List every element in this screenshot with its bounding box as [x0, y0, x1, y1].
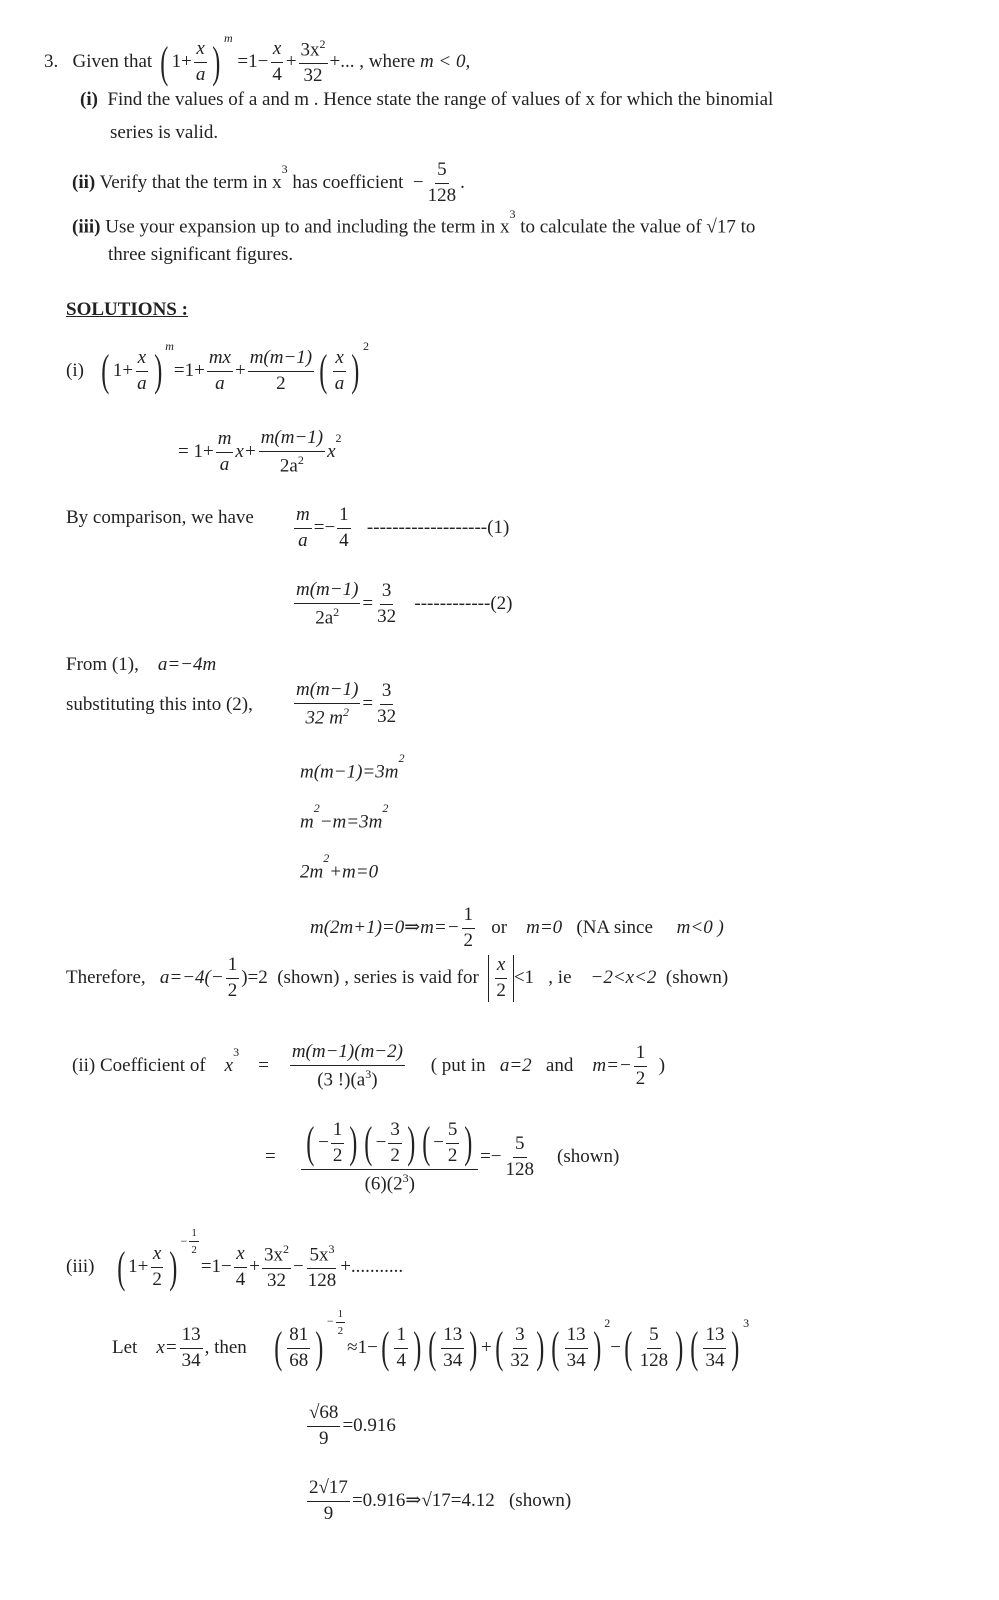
part-i: (i) Find the values of a and m . Hence state the range of values of x for which the binomial — [80, 89, 774, 110]
substitution-eq: $\frac{m(m-1)}{32 m^2}$ = $\frac{3}{32}$ — [296, 679, 397, 729]
sol-i-line-2: = 1+ $\frac{m}{a}$ x+ $\frac{m(m-1)}{2a^2}$ $x^2$ — [178, 427, 342, 477]
solutions-heading: SOLUTIONS : — [66, 299, 188, 320]
part-ii-evaluation: = ( − $\frac{1}{2}$ ) ( − $\frac{3}{2}$ ) ( − $\frac{5}{2}$ ) $(6)(2^3)$ =− $\frac{5}{128}$ (shown) — [265, 1118, 620, 1195]
part-iii-cont: three significant figures. — [108, 244, 294, 265]
part-ii-coefficient: (ii) Coefficient of $x^3$ = $\frac{m(m-1)(m-2)}{(3 !)(a^3)}$ ( put in a=2 and m=− $\frac{1}{2}$ ) — [72, 1041, 666, 1091]
eq-tag-1: -------------------(1) — [366, 516, 510, 538]
step-2: $m^2-m=3m^2$ — [300, 801, 389, 833]
part-i-cont: series is valid. — [110, 122, 219, 143]
eq-tag-2: ------------(2) — [414, 592, 513, 614]
part-ii: (ii) Verify that the term in $x^3$ has coefficient − $\frac{5}{128}$ . — [72, 159, 465, 206]
final-line: $\frac{2√17}{9}$ =0.916⇒√17=4.12 (shown) — [309, 1477, 572, 1524]
step-3: $2m^2+m=0$ — [300, 851, 379, 883]
part-iii-let: Let x= $\frac{13}{34}$ , then ( $\frac{81}{68}$ )$^{- \frac{1}{2}}$ ≈1−( $\frac{1}{4}$ ) ( $\frac{13}{34}$ ) +( $\frac{3}{32}$ ) ( $\frac{13}{34}$ ) $^2$−( $\frac{5}{128}$ ) ( $\frac{13}{34}$ ) $^3$ — [112, 1308, 750, 1373]
question-line-1: 3. Given that ( 1+ $\frac{x}{a}$ ) $^m$ =1− $\frac{x}{4}$ + $\frac{3x^2}{32}$ +... , where m < 0, — [44, 30, 471, 87]
question-number: 3. — [44, 50, 59, 72]
therefore-line: Therefore, a=−4(− $\frac{1}{2}$ )=2 (shown) , series is vaid for $\frac{x}{2}$ <1 , ie −2<x<2 (shown) — [66, 954, 729, 1001]
part-iii: (iii) Use your expansion up to and including the term in $x^3$ to calculate the value of √17 to — [72, 207, 756, 238]
step-1: $m(m-1)=3m^2$ — [300, 751, 405, 783]
comparison-label: By comparison, we have — [66, 507, 254, 528]
sol-i-line-1: (i) ( 1+ $\frac{x}{a}$ ) $^m$=1+ $\frac{mx}{a}$ + $\frac{m(m-1)}{2}$ ( $\frac{x}{a}$ ) $^2$ — [66, 339, 369, 396]
from-1-line: From (1), a=−4m — [66, 654, 217, 675]
equation-1: $\frac{m}{a}$ =− $\frac{1}{4}$ -------------------(1) — [296, 504, 510, 551]
sqrt68-line: $\frac{√68}{9}$ =0.916 — [309, 1402, 396, 1449]
part-iii-expansion: (iii) ( 1+ $\frac{x}{2}$ )$^{- \frac{1}{2}}$ =1− $\frac{x}{4}$ + $\frac{3x^2}{32}$ − $\frac{5x^3}{128}$ +........... — [66, 1227, 404, 1292]
substituting-label: substituting this into (2), — [66, 694, 253, 715]
step-4: m(2m+1)=0⇒m=− $\frac{1}{2}$ or m=0 (NA since m<0 ) — [310, 904, 724, 951]
equation-2: $\frac{m(m-1)}{2a^2}$ = $\frac{3}{32}$ ------------(2) — [296, 579, 513, 629]
